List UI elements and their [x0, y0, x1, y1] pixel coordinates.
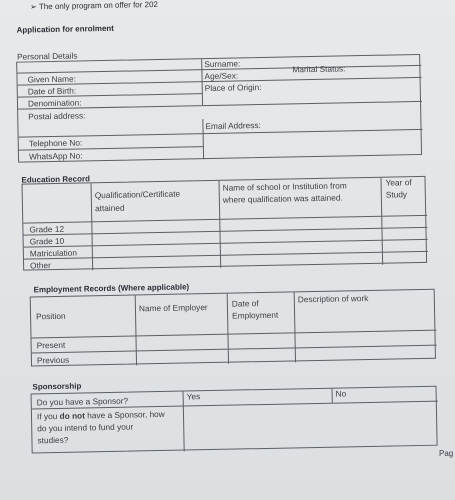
- row-matriculation: Matriculation: [29, 247, 78, 259]
- whatsapp-label: WhatsApp No:: [28, 150, 83, 162]
- place-of-origin-label: Place of Origin:: [204, 81, 262, 94]
- date-of-birth-label: Date of Birth:: [27, 85, 77, 97]
- telephone-label: Telephone No:: [28, 137, 83, 149]
- sponsorship-table: [31, 386, 438, 454]
- q-fund-studies-line3: studies?: [37, 434, 69, 446]
- given-name-label: Given Name:: [27, 73, 77, 85]
- col-year-line1: Year of: [385, 177, 412, 188]
- no-label: No: [335, 388, 347, 399]
- row-present: Present: [36, 339, 66, 351]
- personal-details-title: Personal Details: [16, 50, 78, 62]
- email-label: Email Address:: [205, 120, 261, 132]
- header-note: ➢ The only program on offer for 202: [30, 0, 159, 12]
- col-qualification-line1: Qualification/Certificate: [94, 188, 181, 201]
- employment-records-title: Employment Records (Where applicable): [33, 282, 190, 295]
- col-position: Position: [35, 310, 66, 322]
- personal-details-table: [16, 54, 422, 163]
- surname-label: Surname:: [204, 58, 241, 70]
- q-fund-studies-line2: do you intend to fund your: [37, 421, 134, 434]
- sponsorship-title: Sponsorship: [32, 381, 82, 392]
- row-other: Other: [30, 260, 51, 271]
- page-number-label: Pag: [439, 449, 454, 458]
- col-qualification-line2: attained: [94, 202, 125, 214]
- employment-records-table: [30, 289, 436, 367]
- row-previous: Previous: [36, 354, 70, 366]
- col-date-line1: Date of: [231, 298, 259, 309]
- col-year-line2: Study: [385, 189, 408, 200]
- col-description: Description of work: [297, 292, 369, 305]
- yes-label: Yes: [186, 391, 201, 402]
- col-employer: Name of Employer: [138, 302, 208, 314]
- education-record-table: [22, 176, 428, 271]
- row-grade-10: Grade 10: [29, 235, 65, 247]
- row-grade-12: Grade 12: [29, 223, 65, 235]
- age-sex-label: Age/Sex:: [204, 70, 239, 82]
- postal-address-label: Postal address:: [28, 110, 86, 122]
- col-school-line2: where qualification was attained.: [222, 192, 343, 205]
- q-have-sponsor: Do you have a Sponsor?: [36, 395, 129, 408]
- col-school-line1: Name of school or Institution from: [222, 180, 347, 193]
- col-date-line2: Employment: [232, 309, 279, 321]
- education-record-title: Education Record: [21, 174, 90, 185]
- marital-status-label: Marital Status:: [292, 63, 346, 75]
- q-fund-studies-line1: If you do not have a Sponsor, how: [36, 408, 165, 422]
- denomination-label: Denomination:: [27, 97, 82, 109]
- application-title: Application for enrolment: [16, 23, 114, 35]
